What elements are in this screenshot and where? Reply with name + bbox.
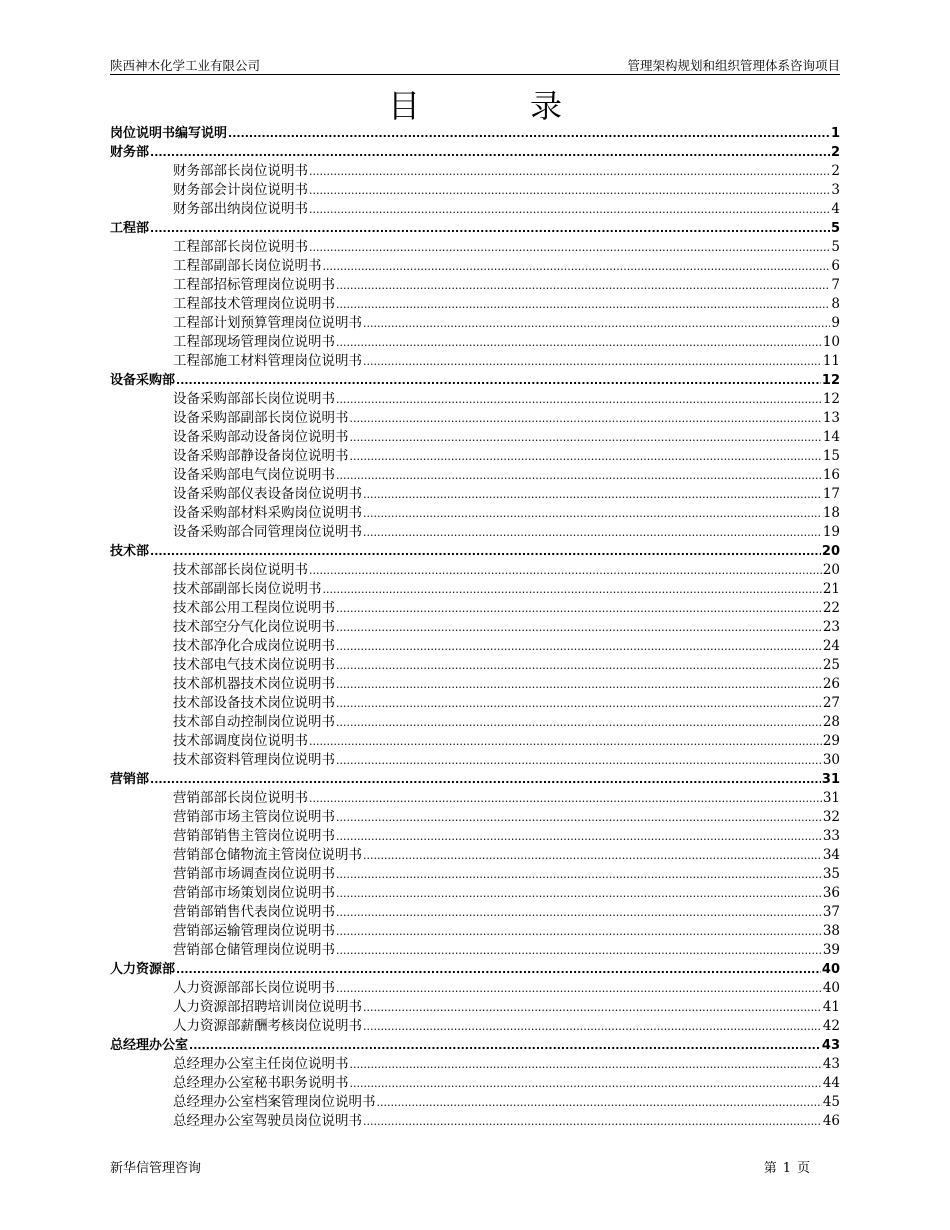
toc-entry-label: 营销部市场策划岗位说明书 <box>173 885 335 901</box>
toc-entry-page: 20 <box>822 562 840 578</box>
toc-dot-leader <box>309 162 830 181</box>
toc-subentry[interactable] <box>110 713 840 732</box>
header-project: 管理架构规划和组织管理体系咨询项目 <box>627 58 840 73</box>
toc-dot-leader <box>363 352 822 371</box>
toc-entry-page: 37 <box>822 904 840 920</box>
footer-page-suffix: 页 <box>796 1161 810 1176</box>
toc-entry-label: 工程部部长岗位说明书 <box>173 239 308 255</box>
toc-subentry[interactable] <box>110 789 840 808</box>
toc-entry-label: 工程部现场管理岗位说明书 <box>173 334 335 350</box>
toc-entry-label: 营销部市场主管岗位说明书 <box>173 809 335 825</box>
toc-subentry[interactable] <box>110 751 840 770</box>
toc-entry-page: 12 <box>821 373 840 388</box>
toc-entry-label: 财务部部长岗位说明书 <box>173 163 308 179</box>
toc-dot-leader <box>336 979 822 998</box>
toc-entry-label: 技术部电气技术岗位说明书 <box>173 657 335 673</box>
toc-entry-label: 设备采购部副部长岗位说明书 <box>173 410 349 426</box>
toc-entry-label: 总经理办公室 <box>110 1038 189 1053</box>
toc-entry-label: 营销部运输管理岗位说明书 <box>173 923 335 939</box>
toc-entry-label: 技术部自动控制岗位说明书 <box>173 714 335 730</box>
toc-entry-page: 31 <box>821 772 840 787</box>
toc-dot-leader <box>336 884 822 903</box>
toc-entry-label: 总经理办公室档案管理岗位说明书 <box>173 1094 376 1110</box>
toc-dot-leader <box>323 580 822 599</box>
toc-dot-leader <box>336 656 822 675</box>
toc-entry-page: 11 <box>822 353 840 369</box>
toc-entry-label: 工程部施工材料管理岗位说明书 <box>173 353 362 369</box>
toc-subentry[interactable] <box>110 409 840 428</box>
toc-entry-page: 19 <box>822 524 840 540</box>
toc-section-entry[interactable] <box>110 219 840 238</box>
toc-entry-label: 工程部 <box>110 221 150 236</box>
toc-dot-leader <box>336 865 822 884</box>
toc-dot-leader <box>309 561 822 580</box>
toc-dot-leader <box>336 922 822 941</box>
toc-subentry[interactable] <box>110 618 840 637</box>
toc-entry-page: 4 <box>831 201 840 217</box>
toc-subentry[interactable] <box>110 599 840 618</box>
toc-dot-leader <box>336 276 830 295</box>
toc-entry-page: 2 <box>831 163 840 179</box>
toc-dot-leader <box>336 941 822 960</box>
toc-entry-label: 设备采购部仪表设备岗位说明书 <box>173 486 362 502</box>
toc-subentry[interactable] <box>110 1093 840 1112</box>
toc-entry-label: 设备采购部 <box>110 373 176 388</box>
toc-subentry[interactable] <box>110 238 840 257</box>
toc-subentry[interactable] <box>110 694 840 713</box>
toc-entry-page: 34 <box>822 847 840 863</box>
toc-dot-leader <box>363 485 822 504</box>
toc-entry-label: 总经理办公室主任岗位说明书 <box>173 1056 349 1072</box>
toc-dot-leader <box>350 428 822 447</box>
toc-dot-leader <box>350 447 822 466</box>
toc-entry-page: 27 <box>822 695 840 711</box>
toc-entry-page: 21 <box>822 581 840 597</box>
toc-subentry[interactable] <box>110 656 840 675</box>
toc-subentry[interactable] <box>110 200 840 219</box>
toc-entry-page: 2 <box>830 145 840 160</box>
toc-subentry[interactable] <box>110 903 840 922</box>
toc-section-entry[interactable] <box>110 960 840 979</box>
toc-dot-leader <box>363 998 822 1017</box>
toc-entry-label: 营销部 <box>110 772 150 787</box>
toc-entry-label: 财务部会计岗位说明书 <box>173 182 308 198</box>
footer-page-number <box>764 1157 810 1176</box>
toc-section-entry[interactable] <box>110 124 840 143</box>
toc-dot-leader <box>323 257 831 276</box>
toc-entry-label: 设备采购部合同管理岗位说明书 <box>173 524 362 540</box>
toc-entry-label: 人力资源部部长岗位说明书 <box>173 980 335 996</box>
toc-section-entry[interactable] <box>110 143 840 162</box>
toc-entry-page: 7 <box>831 277 840 293</box>
toc-dot-leader <box>176 371 821 390</box>
toc-dot-leader <box>336 599 822 618</box>
toc-subentry[interactable] <box>110 1112 840 1131</box>
toc-dot-leader <box>336 333 822 352</box>
toc-entry-label: 营销部市场调查岗位说明书 <box>173 866 335 882</box>
toc-entry-page: 32 <box>822 809 840 825</box>
toc-entry-label: 设备采购部静设备岗位说明书 <box>173 448 349 464</box>
toc-entry-label: 营销部销售代表岗位说明书 <box>173 904 335 920</box>
toc-dot-leader <box>363 846 822 865</box>
toc-subentry[interactable] <box>110 314 840 333</box>
toc-entry-label: 财务部 <box>110 145 150 160</box>
toc-subentry[interactable] <box>110 295 840 314</box>
toc-entry-page: 5 <box>831 239 840 255</box>
toc-entry-label: 财务部出纳岗位说明书 <box>173 201 308 217</box>
title-char-1: 目 <box>387 87 420 125</box>
toc-entry-label: 工程部副部长岗位说明书 <box>173 258 322 274</box>
toc-entry-page: 14 <box>822 429 840 445</box>
toc-subentry[interactable] <box>110 637 840 656</box>
toc-subentry[interactable] <box>110 390 840 409</box>
toc-subentry[interactable] <box>110 808 840 827</box>
toc-entry-page: 9 <box>831 315 840 331</box>
toc-section-entry[interactable] <box>110 1036 840 1055</box>
toc-entry-page: 33 <box>822 828 840 844</box>
toc-dot-leader <box>150 143 830 162</box>
toc-dot-leader <box>336 637 822 656</box>
toc-entry-label: 总经理办公室驾驶员岗位说明书 <box>173 1113 362 1129</box>
toc-entry-label: 技术部副部长岗位说明书 <box>173 581 322 597</box>
toc-dot-leader <box>189 1036 821 1055</box>
toc-dot-leader <box>336 827 822 846</box>
toc-subentry[interactable] <box>110 1017 840 1036</box>
toc-entry-page: 28 <box>822 714 840 730</box>
toc-entry-label: 工程部招标管理岗位说明书 <box>173 277 335 293</box>
toc-dot-leader <box>336 751 822 770</box>
toc-section-entry[interactable] <box>110 371 840 390</box>
toc-dot-leader <box>309 238 830 257</box>
page-header <box>110 56 840 75</box>
toc-entry-page: 22 <box>822 600 840 616</box>
toc-dot-leader <box>336 808 822 827</box>
toc-dot-leader <box>336 675 822 694</box>
toc-subentry[interactable] <box>110 352 840 371</box>
toc-entry-page: 6 <box>831 258 840 274</box>
footer-page-prefix: 第 <box>763 1161 777 1176</box>
toc-dot-leader <box>363 504 822 523</box>
toc-entry-label: 技术部空分气化岗位说明书 <box>173 619 335 635</box>
toc-entry-page: 15 <box>822 448 840 464</box>
toc-subentry[interactable] <box>110 979 840 998</box>
toc-entry-label: 技术部公用工程岗位说明书 <box>173 600 335 616</box>
toc-entry-label: 人力资源部招聘培训岗位说明书 <box>173 999 362 1015</box>
toc-dot-leader <box>309 789 822 808</box>
footer-company: 新华信管理咨询 <box>110 1161 202 1176</box>
footer-page-value: 1 <box>782 1161 791 1176</box>
toc-subentry[interactable] <box>110 827 840 846</box>
toc-dot-leader <box>336 694 822 713</box>
toc-subentry[interactable] <box>110 846 840 865</box>
toc-dot-leader <box>336 466 822 485</box>
toc-entry-page: 43 <box>822 1056 840 1072</box>
toc-entry-page: 45 <box>822 1094 840 1110</box>
toc-dot-leader <box>363 314 830 333</box>
toc-dot-leader <box>150 770 821 789</box>
toc-subentry[interactable] <box>110 675 840 694</box>
toc-dot-leader <box>336 713 822 732</box>
toc-entry-page: 31 <box>822 790 840 806</box>
toc-entry-page: 10 <box>822 334 840 350</box>
toc-section-entry[interactable] <box>110 770 840 789</box>
toc-dot-leader <box>350 409 822 428</box>
toc-entry-label: 人力资源部 <box>110 962 176 977</box>
toc-entry-page: 30 <box>822 752 840 768</box>
toc-subentry[interactable] <box>110 523 840 542</box>
toc-entry-page: 18 <box>822 505 840 521</box>
toc-entry-label: 设备采购部动设备岗位说明书 <box>173 429 349 445</box>
toc-dot-leader <box>363 1017 822 1036</box>
toc-entry-page: 17 <box>822 486 840 502</box>
toc-dot-leader <box>336 390 822 409</box>
toc-entry-label: 技术部净化合成岗位说明书 <box>173 638 335 654</box>
toc-entry-page: 26 <box>822 676 840 692</box>
toc-entry-page: 43 <box>821 1038 840 1053</box>
toc-entry-page: 40 <box>822 980 840 996</box>
toc-entry-page: 46 <box>822 1113 840 1129</box>
toc-entry-page: 44 <box>822 1075 840 1091</box>
toc-entry-label: 营销部销售主管岗位说明书 <box>173 828 335 844</box>
toc-dot-leader <box>336 618 822 637</box>
toc-subentry[interactable] <box>110 732 840 751</box>
toc-subentry[interactable] <box>110 884 840 903</box>
table-of-contents <box>110 124 840 1131</box>
toc-entry-label: 设备采购部部长岗位说明书 <box>173 391 335 407</box>
page-footer <box>110 1157 810 1175</box>
toc-subentry[interactable] <box>110 447 840 466</box>
toc-entry-page: 5 <box>830 221 840 236</box>
toc-subentry[interactable] <box>110 257 840 276</box>
toc-dot-leader <box>309 732 822 751</box>
toc-subentry[interactable] <box>110 865 840 884</box>
toc-entry-page: 3 <box>831 182 840 198</box>
toc-subentry[interactable] <box>110 504 840 523</box>
toc-subentry[interactable] <box>110 1074 840 1093</box>
toc-entry-label: 技术部资料管理岗位说明书 <box>173 752 335 768</box>
toc-title <box>110 86 840 126</box>
toc-entry-label: 技术部 <box>110 544 150 559</box>
toc-subentry[interactable] <box>110 428 840 447</box>
toc-entry-page: 25 <box>822 657 840 673</box>
toc-dot-leader <box>228 124 830 143</box>
toc-entry-page: 16 <box>822 467 840 483</box>
toc-entry-label: 营销部部长岗位说明书 <box>173 790 308 806</box>
toc-entry-page: 41 <box>822 999 840 1015</box>
toc-entry-page: 35 <box>822 866 840 882</box>
toc-subentry[interactable] <box>110 561 840 580</box>
header-company: 陕西神木化学工业有限公司 <box>110 58 261 73</box>
toc-dot-leader <box>176 960 821 979</box>
toc-entry-label: 工程部技术管理岗位说明书 <box>173 296 335 312</box>
toc-entry-label: 技术部部长岗位说明书 <box>173 562 308 578</box>
toc-subentry[interactable] <box>110 333 840 352</box>
toc-entry-page: 23 <box>822 619 840 635</box>
toc-subentry[interactable] <box>110 998 840 1017</box>
toc-dot-leader <box>363 1112 822 1131</box>
toc-dot-leader <box>309 200 830 219</box>
toc-entry-label: 设备采购部材料采购岗位说明书 <box>173 505 362 521</box>
toc-subentry[interactable] <box>110 941 840 960</box>
toc-entry-label: 技术部调度岗位说明书 <box>173 733 308 749</box>
toc-entry-page: 36 <box>822 885 840 901</box>
toc-dot-leader <box>150 219 830 238</box>
toc-dot-leader <box>336 295 830 314</box>
toc-entry-page: 38 <box>822 923 840 939</box>
toc-subentry[interactable] <box>110 485 840 504</box>
toc-entry-page: 29 <box>822 733 840 749</box>
toc-dot-leader <box>309 181 830 200</box>
toc-entry-page: 39 <box>822 942 840 958</box>
toc-entry-page: 40 <box>821 962 840 977</box>
toc-subentry[interactable] <box>110 580 840 599</box>
toc-entry-label: 营销部仓储物流主管岗位说明书 <box>173 847 362 863</box>
toc-entry-label: 工程部计划预算管理岗位说明书 <box>173 315 362 331</box>
toc-entry-label: 营销部仓储管理岗位说明书 <box>173 942 335 958</box>
toc-entry-page: 42 <box>822 1018 840 1034</box>
toc-subentry[interactable] <box>110 276 840 295</box>
toc-dot-leader <box>350 1055 822 1074</box>
toc-dot-leader <box>363 523 822 542</box>
toc-entry-page: 20 <box>821 544 840 559</box>
toc-subentry[interactable] <box>110 1055 840 1074</box>
toc-entry-label: 技术部设备技术岗位说明书 <box>173 695 335 711</box>
toc-subentry[interactable] <box>110 181 840 200</box>
toc-entry-page: 24 <box>822 638 840 654</box>
toc-entry-page: 13 <box>822 410 840 426</box>
toc-entry-label: 设备采购部电气岗位说明书 <box>173 467 335 483</box>
toc-entry-label: 岗位说明书编写说明 <box>110 126 228 141</box>
toc-entry-page: 1 <box>830 126 840 141</box>
toc-entry-page: 12 <box>822 391 840 407</box>
toc-entry-label: 技术部机器技术岗位说明书 <box>173 676 335 692</box>
title-char-2: 录 <box>530 87 563 125</box>
toc-dot-leader <box>377 1093 822 1112</box>
toc-entry-label: 人力资源部薪酬考核岗位说明书 <box>173 1018 362 1034</box>
toc-dot-leader <box>350 1074 822 1093</box>
toc-entry-page: 8 <box>831 296 840 312</box>
toc-entry-label: 总经理办公室秘书职务说明书 <box>173 1075 349 1091</box>
toc-dot-leader <box>150 542 821 561</box>
toc-subentry[interactable] <box>110 466 840 485</box>
toc-subentry[interactable] <box>110 162 840 181</box>
toc-section-entry[interactable] <box>110 542 840 561</box>
toc-subentry[interactable] <box>110 922 840 941</box>
toc-dot-leader <box>336 903 822 922</box>
